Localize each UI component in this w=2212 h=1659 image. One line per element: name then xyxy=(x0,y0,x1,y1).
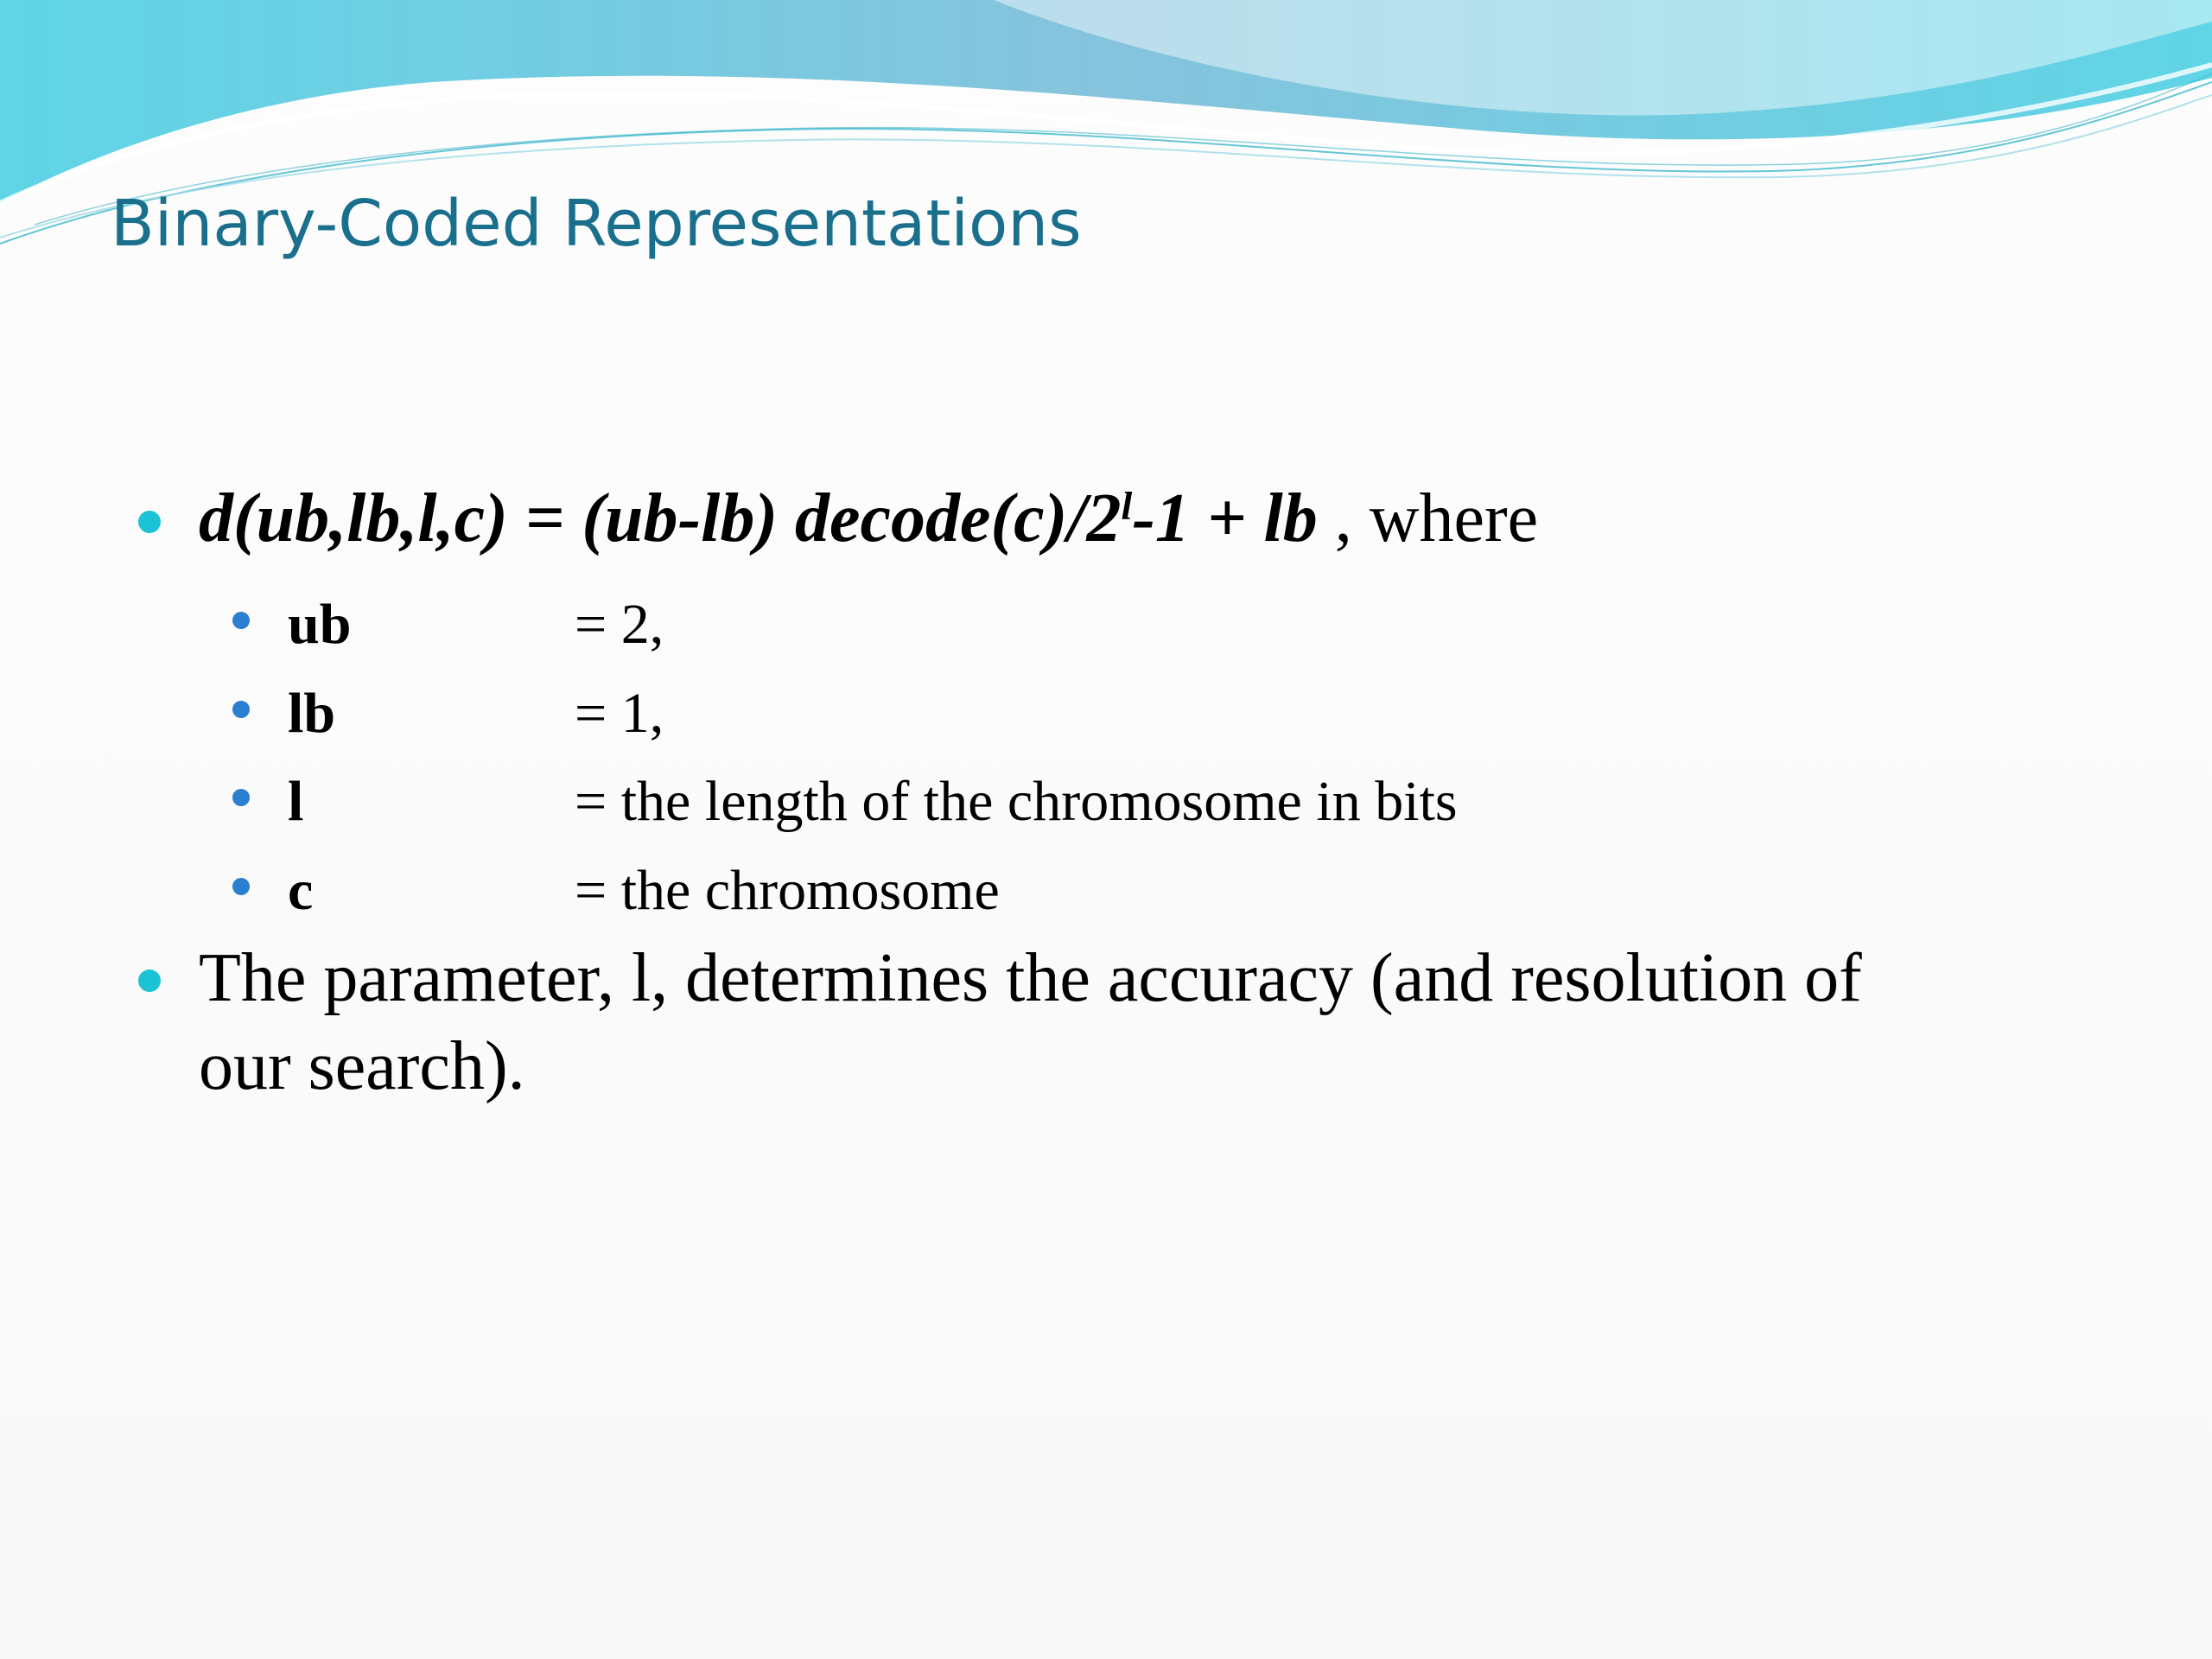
paragraph-line-2: our search). xyxy=(199,1028,525,1104)
paragraph-line-1: The parameter, l, determines the accuracy (and resolution of xyxy=(199,940,1862,1016)
bullet-dot xyxy=(232,789,250,806)
bullet-dot xyxy=(138,511,161,533)
definition-value: = 2, xyxy=(575,593,664,656)
definition-value: = the chromosome xyxy=(575,859,1000,922)
formula-line xyxy=(199,480,1539,556)
definition-term: ub xyxy=(288,593,352,656)
definition-term: lb xyxy=(288,682,336,745)
definition-term: l xyxy=(288,770,304,833)
formula-expression-rest: -1 + lb xyxy=(1132,480,1318,556)
definition-term: c xyxy=(288,859,314,922)
bullet-dot xyxy=(232,612,250,629)
slide-title: Binary-Coded Representations xyxy=(111,187,1082,261)
bullet-dot xyxy=(232,701,250,718)
bullet-dot xyxy=(138,969,161,992)
definition-value: = the length of the chromosome in bits xyxy=(575,770,1458,833)
bullet-dot xyxy=(232,878,250,895)
formula-suffix: , where xyxy=(1317,480,1539,556)
formula-expression: d(ub,lb,l,c) = (ub-lb) decode(c)/2 xyxy=(199,480,1122,556)
formula-exponent: l xyxy=(1121,483,1133,528)
definition-value: = 1, xyxy=(575,682,664,745)
